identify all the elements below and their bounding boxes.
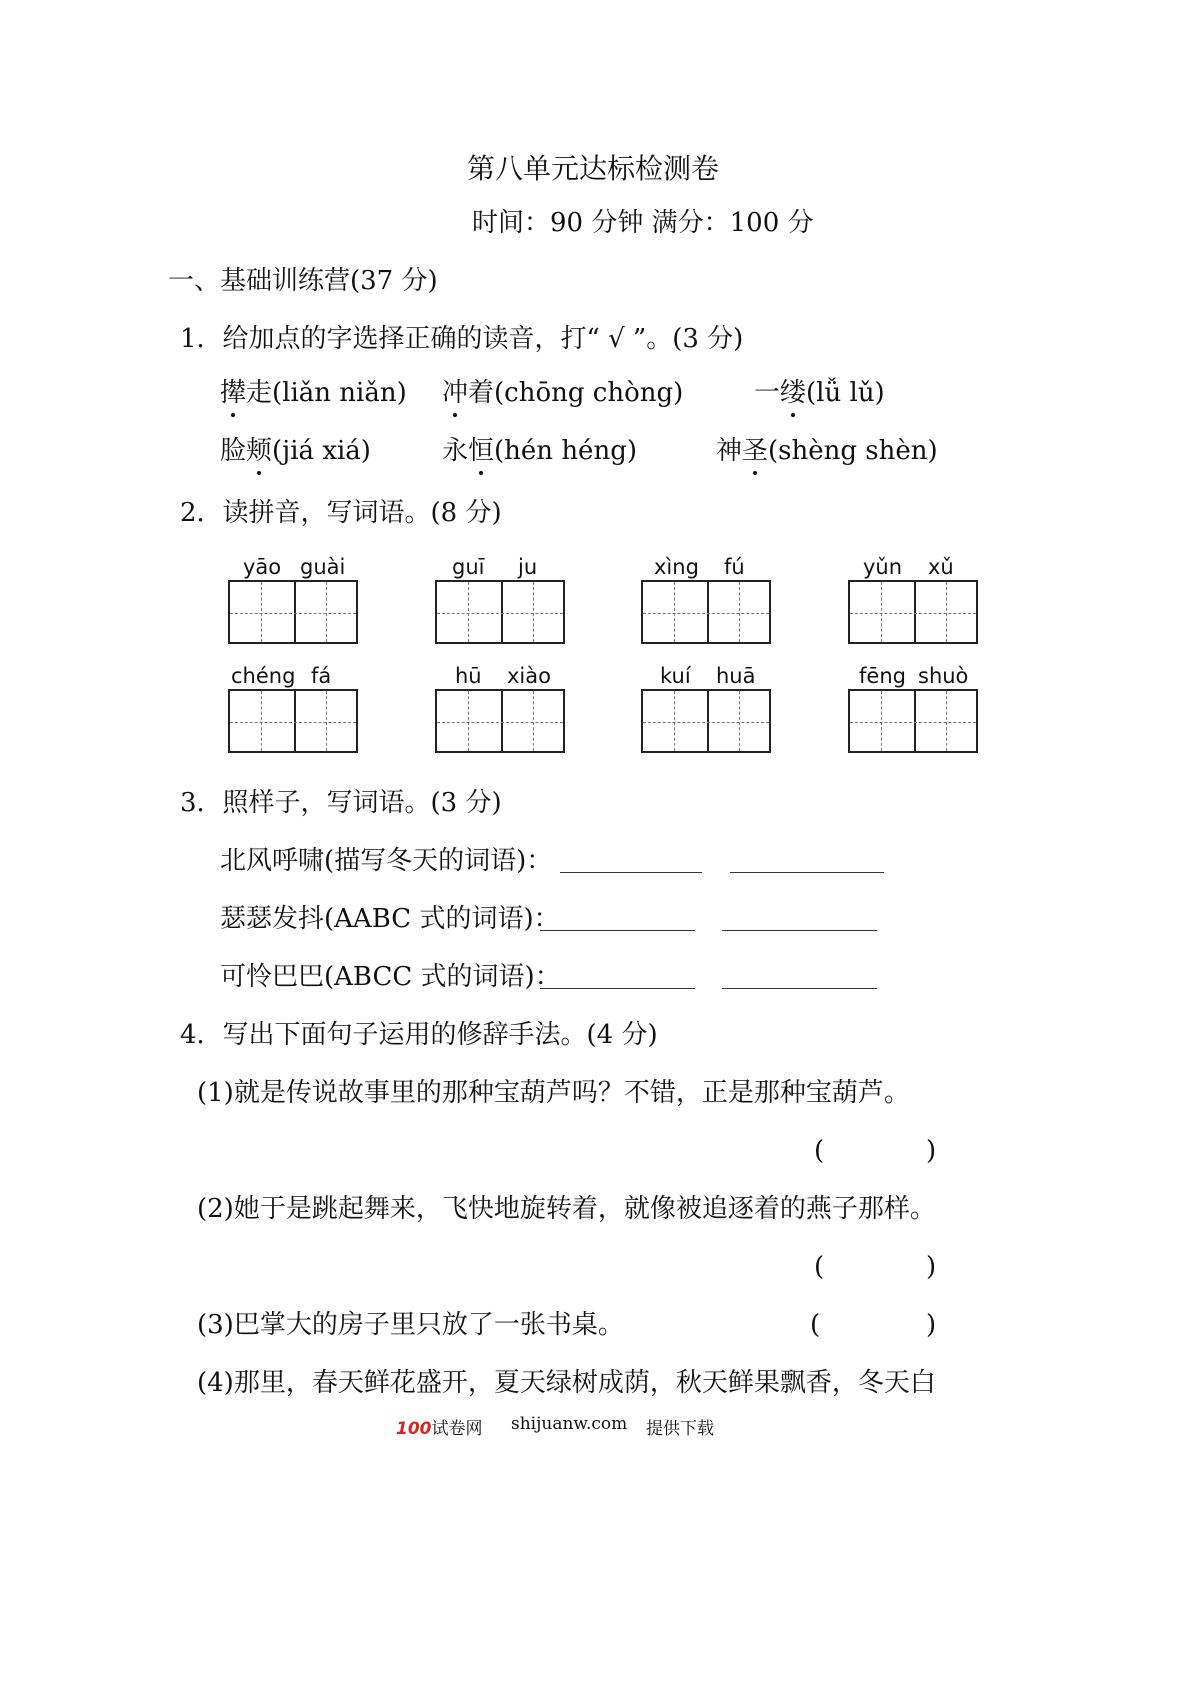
site-logo: 100 [396,1419,432,1439]
question-3-label: 3．照样子，写词语。(3 分) [180,788,502,818]
pinyin: xìng [654,555,699,579]
writing-grid[interactable] [848,689,978,753]
pinyin: ju [518,555,538,579]
pinyin: xǔ [928,555,954,579]
writing-grid[interactable] [435,580,565,644]
pinyin: hū [455,664,482,688]
q4-sentence: (4)那里，春天鲜花盛开，夏天绿树成荫，秋天鲜果飘香，冬天白 [197,1368,936,1398]
pinyin: guī [452,555,485,579]
footer-site [396,1414,483,1439]
pinyin: yāo [243,555,282,579]
pinyin: yǔn [863,555,903,579]
q3-prompt: 瑟瑟发抖(AABC 式的词语)： [220,904,560,934]
answer-paren-close: ) [926,1310,937,1340]
q1-item: 冲着(chōng chòng) [442,378,684,408]
page-title: 第八单元达标检测卷 [467,152,720,185]
question-4-label: 4．写出下面句子运用的修辞手法。(4 分) [180,1020,658,1050]
q4-sentence: (2)她于是跳起舞来，飞快地旋转着，就像被追逐着的燕子那样。 [197,1194,936,1224]
pinyin: shuò [918,664,969,688]
writing-grid[interactable] [641,689,771,753]
q1-item: 一缕(lǚ lǔ) [754,378,885,408]
answer-paren-open: ( [810,1310,821,1340]
pinyin: guài [300,555,346,579]
section-heading: 一、基础训练营(37 分) [168,266,438,296]
writing-grid[interactable] [848,580,978,644]
question-2-label: 2．读拼音，写词语。(8 分) [180,498,502,528]
answer-blank[interactable] [560,872,702,873]
pinyin: fú [724,555,745,579]
q1-item: 脸颊(jiá xiá) [220,436,371,466]
q1-item: 神圣(shèng shèn) [716,436,938,466]
q3-prompt: 可怜巴巴(ABCC 式的词语)： [220,962,561,992]
exam-info: 时间：90 分钟 满分：100 分 [472,208,814,238]
answer-paren-close: ) [926,1252,937,1282]
answer-paren-open: ( [814,1252,825,1282]
site-name: 试卷网 [431,1419,483,1439]
pinyin: fēng [859,664,906,688]
pinyin: kuí [660,664,691,688]
answer-blank[interactable] [722,930,877,931]
answer-blank[interactable] [540,930,695,931]
question-1-label: 1．给加点的字选择正确的读音，打“ √ ”。(3 分) [180,324,744,354]
q1-item: 永恒(hén héng) [442,436,637,466]
footer-note: 提供下载 [646,1419,714,1439]
q4-sentence: (1)就是传说故事里的那种宝葫芦吗？不错，正是那种宝葫芦。 [197,1078,910,1108]
q4-sentence: (3)巴掌大的房子里只放了一张书桌。 [197,1310,624,1340]
answer-paren-open: ( [814,1136,825,1166]
answer-blank[interactable] [730,872,884,873]
writing-grid[interactable] [228,689,358,753]
pinyin: chéng [231,664,296,688]
q1-item: 撵走(liǎn niǎn) [220,378,407,408]
writing-grid[interactable] [641,580,771,644]
pinyin: xiào [507,664,551,688]
pinyin: huā [716,664,756,688]
answer-blank[interactable] [540,988,695,989]
footer-url[interactable]: shijuanw.com [511,1414,628,1434]
answer-paren-close: ) [926,1136,937,1166]
writing-grid[interactable] [228,580,358,644]
q3-prompt: 北风呼啸(描写冬天的词语)： [220,846,553,876]
pinyin: fá [311,664,332,688]
answer-blank[interactable] [722,988,877,989]
writing-grid[interactable] [435,689,565,753]
